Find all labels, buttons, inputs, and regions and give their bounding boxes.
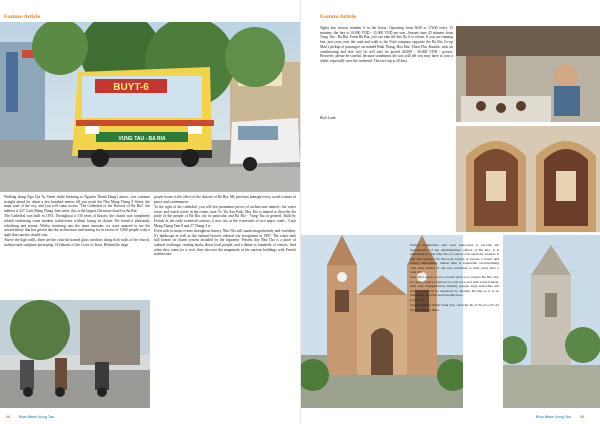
section-label: Feature Article [4, 14, 41, 20]
left-col2-paragraph: prayer house is the office of the diocese of Ba Ria. My previous homage every, avoid a sense of peace and contentment. [154, 195, 296, 204]
local-tip-heading: Local Tip [410, 298, 424, 302]
right-page-number: 39 [580, 415, 584, 419]
bus-photo [0, 22, 300, 192]
left-col2-paragraph: To the right of the cathedral, you will see prominent pieces of architecture namely: the water tower and watch tower in the center, near Vo Thi Sau Park, Nha Tho is named to describe the pride of the people of Ba Ria city in particular and Ba Ria - Vung Tau in general. Built by French in the early twentieth century, it now sits at the crossroads of two major roads - Cach Mang Thang Tam 8 and 27 Thang 4 st. [154, 204, 296, 228]
bus-street-illustration [0, 22, 300, 192]
left-col1-paragraph: The Cathedral was built in 1874. Throughout a 130 years of history, the church was completely rebuilt embracing some modern architecture without losing its charm. We found it pleasantly refreshing and serene. Whilst venturing into the inner sanctum, we were amazed to see the extraordinary that has grown into the architecture and seating for in excess of 1,000 people, truly a sight that tourists should visit. [4, 214, 150, 238]
left-col1-paragraph: Above the high walls, there are the colorful stained glass windows along both walls of the church, architectural sculpture portraying 14 Stations of the Cross of Jesus. Behind the large [4, 238, 150, 248]
right-col-paragraph: You don't need to own a travel service to explore Ba Ria city. Go soon if just to explore on your own and with some friends, with easy transportation, friendly people, large sidewalks and streets, you will be surprised by modern Ba Ria as it is an extremely peaceful and tranquil place. [410, 275, 499, 297]
right-col-paragraph: French architecture and were innovated to become the headquarters of the administrative offices of Ba Ria. It is interesting to visit Nha Tho of course even when the weather is bad and crowded for the local society. A snooze, a scenic and breezy atmosphere. Sunset here is somewhat overwhelming with hues shades of red rose retreating to their nests after a long day. [410, 243, 499, 274]
left-footer [6, 415, 300, 419]
left-column-1 [4, 195, 150, 248]
bus-side-text: VUNG TAU - BA RIA [118, 136, 166, 142]
left-page-number: 38 [6, 415, 10, 419]
stained-glass-photo [456, 126, 600, 232]
right-page [300, 0, 600, 424]
right-footer [301, 415, 600, 419]
left-column-2 [154, 195, 296, 258]
right-top-column [320, 26, 453, 64]
left-magazine-name: Blue Wave Vung Tau [19, 415, 55, 419]
right-top-paragraph: Nghia bus station, number 6 in the forest. Operating from 5h30 to 17h30 every 15 minutes, the fare is 10,000 VND - 15,000 VND per seat. Journey time 45 minutes from Vung Tau - Ba Ria. From Ba Ria, you can take the bus No 6 to return. If you are running late, just cross over the road and walk to the Ford company opposite the Ba Ria Co-op Mart's pickup of passenger car named Binh Thang, Hoa Mai, Thien Phu, Kumho, with air conditioning and free wifi (it will only be priced 20,000 - 30,000 VND / person. However, please be careful, because sometimes the taxi will tell you may have to wait a while, especially over the weekend. The taxi trip is 20 km). [320, 26, 453, 63]
left-col2-paragraph: Even with so many events throughout history, Nha Tho still stands magnificently and confident. It's landscape as well as the cultural historic cultural site recognized in 1997. The water tank still honors its charm system installed by the Japanese. Present day Nha Tho is a place of cultural exchange, reading books about local people, and a theme to hundreds of visitors. And when they come for a visit, they discover the magnitude of the ancient buildings with French architecture. [154, 228, 296, 257]
market-vendor-photo [456, 26, 600, 122]
bus-sign-text: BUYT-6 [113, 82, 149, 93]
right-column [410, 243, 499, 313]
right-magazine-name: Blue Wave Vung Tau [535, 415, 571, 419]
right-col-paragraph: Transportation: From Vung Tau, catch the No 9, No 6 or No 22 bus at Nam Ky Khoi [410, 303, 499, 312]
street-motorbike-photo [0, 300, 150, 408]
tower-statue-photo [503, 235, 600, 408]
left-col1-paragraph: Walking along Ngo Gia Tu Street while listening to Nguyen Thanh Dung's music, you continue straight ahead for about a few hundred meters till you reach the Nha Mang Thang 8 Street, the main road of the city, and you will come across "The Cathedral of the Diocese of Ba Ria", the address is 227 Cach Mang Thang Tam street, this is the largest Christian church in Ba Ria. [4, 195, 150, 214]
byline: Bich Lanh [320, 116, 336, 120]
section-label-right: Feature Article [320, 14, 357, 20]
